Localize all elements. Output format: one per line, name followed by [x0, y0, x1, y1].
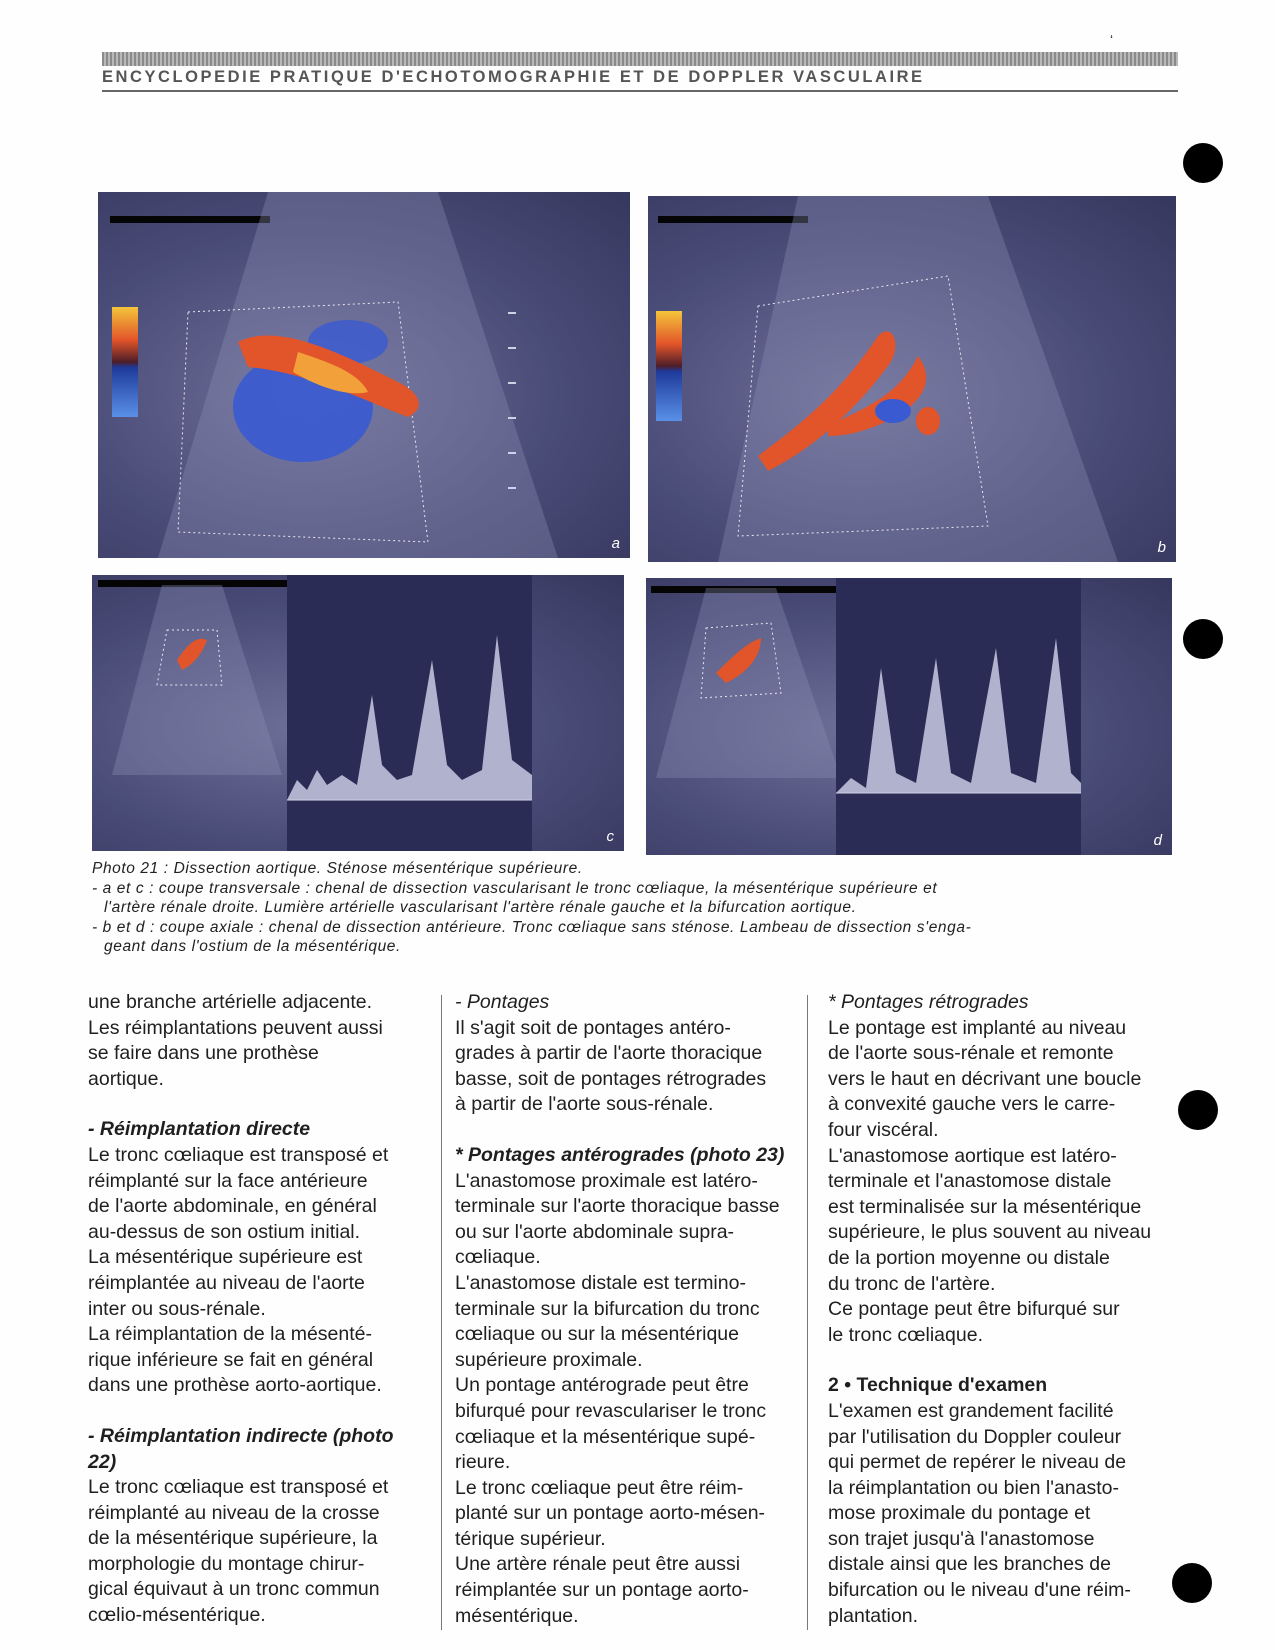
paragraph: Le pontage est implanté au niveau de l'aorte sous-rénale et remonte vers le haut en décrivant une boucle à convexité gauche vers le carre- four viscéral.	[828, 1016, 1142, 1141]
ultrasound-image-d	[646, 578, 846, 778]
paragraph: L'anastomose distale est termino- terminale sur la bifurcation du tronc cœliaque ou sur la mésentérique supérieure proximale.	[455, 1271, 760, 1371]
section-heading: - Pontages	[455, 991, 550, 1013]
photo-label: c	[606, 828, 614, 845]
section-heading: - Réimplantation directe	[88, 1118, 311, 1141]
photo-b	[648, 196, 1176, 562]
text-column-2	[455, 990, 800, 1629]
section-heading: - Réimplantation indirecte (photo 22)	[88, 1424, 394, 1473]
photo-caption	[92, 859, 1182, 957]
binder-hole	[1183, 143, 1223, 183]
ultrasound-image-b	[648, 196, 1176, 562]
color-scale-bar	[112, 307, 138, 417]
text-column-1	[88, 990, 433, 1629]
column-rule	[441, 995, 442, 1630]
paragraph: Un pontage antérograde peut être bifurqué pour revasculariser le tronc cœliaque et la mésentérique supé- rieure.	[455, 1374, 767, 1474]
caption-line: - b et d : coupe axiale : chenal de dissection antérieure. Tronc cœliaque sans sténose. Lambeau de dissection s'enga-	[92, 918, 972, 936]
paragraph: L'examen est grandement facilité par l'utilisation du Doppler couleur qui permet de repérer le niveau de la réimplantation ou bien l'anasto- mose proximale du pontage et son trajet jusqu'à l'anastomose distale ainsi que les branches de bifurcation ou le niveau d'une réim- plantation.	[828, 1399, 1131, 1627]
header-underline	[102, 90, 1178, 92]
paragraph: Le tronc cœliaque est transposé et réimplanté sur la face antérieure de l'aorte abdominale, en général au-dessus de son ostium initial.	[88, 1143, 389, 1243]
binder-hole	[1172, 1563, 1212, 1603]
corner-mark: ʻ	[1110, 32, 1114, 48]
section-heading: * Pontages antérogrades (photo 23)	[455, 1143, 785, 1166]
section-heading: 2 • Technique d'examen	[828, 1374, 1048, 1397]
paragraph: La mésentérique supérieure est réimplantée au niveau de l'aorte inter ou sous-rénale.	[88, 1246, 365, 1320]
paragraph: Le tronc cœliaque est transposé et réimplanté au niveau de la crosse de la mésentérique supérieure, la morphologie du montage chirur- gical équivaut à un tronc commun cœlio-mésentérique.	[88, 1476, 389, 1627]
text-column-3	[828, 990, 1173, 1629]
paragraph: Il s'agit soit de pontages antéro- grades à partir de l'aorte thoracique basse, soit de pontages rétrogrades à partir de l'aorte sous-rénale.	[455, 1016, 767, 1116]
color-scale-bar	[656, 311, 682, 421]
ultrasound-image-c	[92, 575, 292, 775]
paragraph: La réimplantation de la mésenté- rique inférieure se fait en général dans une prothèse aorto-aortique.	[88, 1323, 382, 1397]
paragraph: Le tronc cœliaque peut être réim- planté sur un pontage aorto-mésen- térique supérieur.	[455, 1476, 766, 1550]
running-header: ENCYCLOPEDIE PRATIQUE D'ECHOTOMOGRAPHIE ET DE DOPPLER VASCULAIRE	[102, 68, 925, 86]
paragraph: Une artère rénale peut être aussi réimplantée sur un pontage aorto- mésentérique.	[455, 1553, 749, 1627]
photo-c	[92, 575, 624, 851]
paragraph: L'anastomose aortique est latéro- terminale et l'anastomose distale est terminalisée sur la mésentérique supérieure, le plus souvent au niveau de la portion moyenne ou distale du tronc de l'artère.	[828, 1144, 1152, 1295]
paragraph: une branche artérielle adjacente. Les réimplantations peuvent aussi se faire dans une prothèse aortique.	[88, 991, 383, 1090]
paragraph: Ce pontage peut être bifurqué sur le tronc cœliaque.	[828, 1298, 1120, 1346]
ultrasound-image-a	[98, 192, 630, 558]
binder-hole	[1178, 1090, 1218, 1130]
doppler-spectrum-c	[287, 575, 532, 851]
photo-a	[98, 192, 630, 558]
header-rule	[102, 52, 1178, 66]
paragraph: L'anastomose proximale est latéro- terminale sur l'aorte thoracique basse ou sur l'aorte abdominale supra- cœliaque.	[455, 1169, 780, 1269]
photo-label: d	[1153, 832, 1162, 849]
section-heading: * Pontages rétrogrades	[828, 991, 1029, 1013]
doppler-spectrum-d	[836, 578, 1081, 855]
caption-line: Photo 21 : Dissection aortique. Sténose mésentérique supérieure.	[92, 860, 583, 877]
column-rule	[807, 995, 808, 1630]
caption-line: geant dans l'ostium de la mésentérique.	[104, 938, 401, 955]
binder-hole	[1183, 619, 1223, 659]
photo-label: b	[1157, 539, 1166, 556]
photo-d	[646, 578, 1172, 855]
caption-line: - a et c : coupe transversale : chenal de dissection vascularisant le tronc cœliaque, la mésentérique supérieure et	[92, 879, 938, 897]
photo-label: a	[611, 535, 620, 552]
caption-line: l'artère rénale droite. Lumière artérielle vascularisant l'artère rénale gauche et la bifurcation aortique.	[104, 899, 857, 916]
